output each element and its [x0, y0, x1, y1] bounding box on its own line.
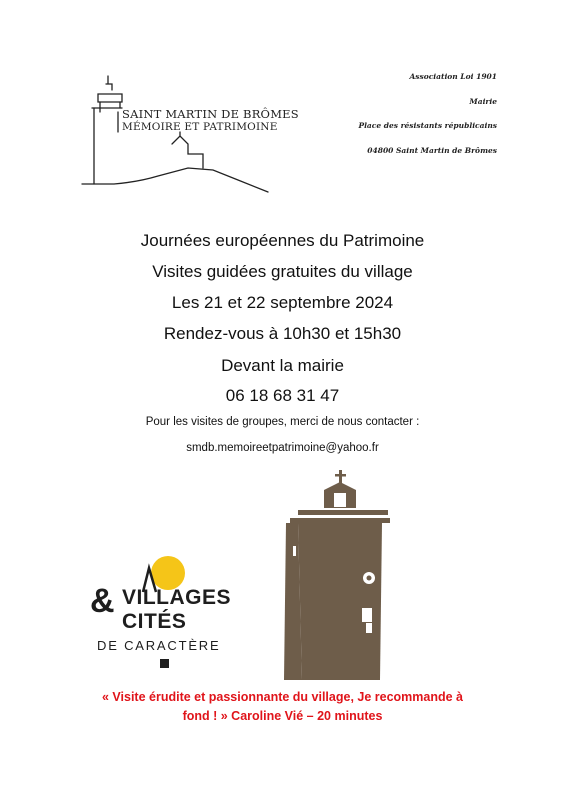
- group-contact-text: Pour les visites de groupes, merci de nous contacter :: [145, 416, 420, 428]
- event-location: Devant la mairie: [221, 356, 344, 375]
- logo-square-mark: [160, 659, 169, 668]
- sun-icon: [151, 556, 185, 590]
- address-line-postal: 04800 Saint Martin de Brômes: [367, 146, 497, 155]
- address-line-association: Association Loi 1901: [409, 72, 497, 81]
- logo-title-line1: SAINT MARTIN DE BRÔMES: [122, 107, 299, 121]
- villages-logo-line2: CITÉS: [122, 610, 187, 633]
- association-logo-sketch: [78, 72, 273, 194]
- villages-logo-line3: DE CARACTÈRE: [97, 638, 221, 653]
- address-line-mairie: Mairie: [469, 97, 497, 106]
- logo-title-line2: MÉMOIRE ET PATRIMOINE: [122, 121, 278, 133]
- press-quote-line1: « Visite érudite et passionnante du village, Je recommande à: [101, 690, 463, 704]
- address-line-place: Place des résistants républicains: [358, 121, 497, 130]
- event-times: Rendez-vous à 10h30 et 15h30: [163, 324, 402, 343]
- villages-logo-line1: VILLAGES: [122, 586, 232, 609]
- ampersand-glyph: &: [90, 582, 115, 620]
- press-quote-line2: fond ! » Caroline Vié – 20 minutes: [182, 709, 383, 723]
- event-phone: 06 18 68 31 47: [225, 386, 340, 405]
- clock-tower-illustration: [276, 468, 406, 680]
- event-dates: Les 21 et 22 septembre 2024: [171, 293, 394, 312]
- event-title: Journées européennes du Patrimoine: [140, 231, 425, 250]
- contact-email: smdb.memoireetpatrimoine@yahoo.fr: [186, 442, 379, 454]
- event-subtitle: Visites guidées gratuites du village: [152, 262, 413, 281]
